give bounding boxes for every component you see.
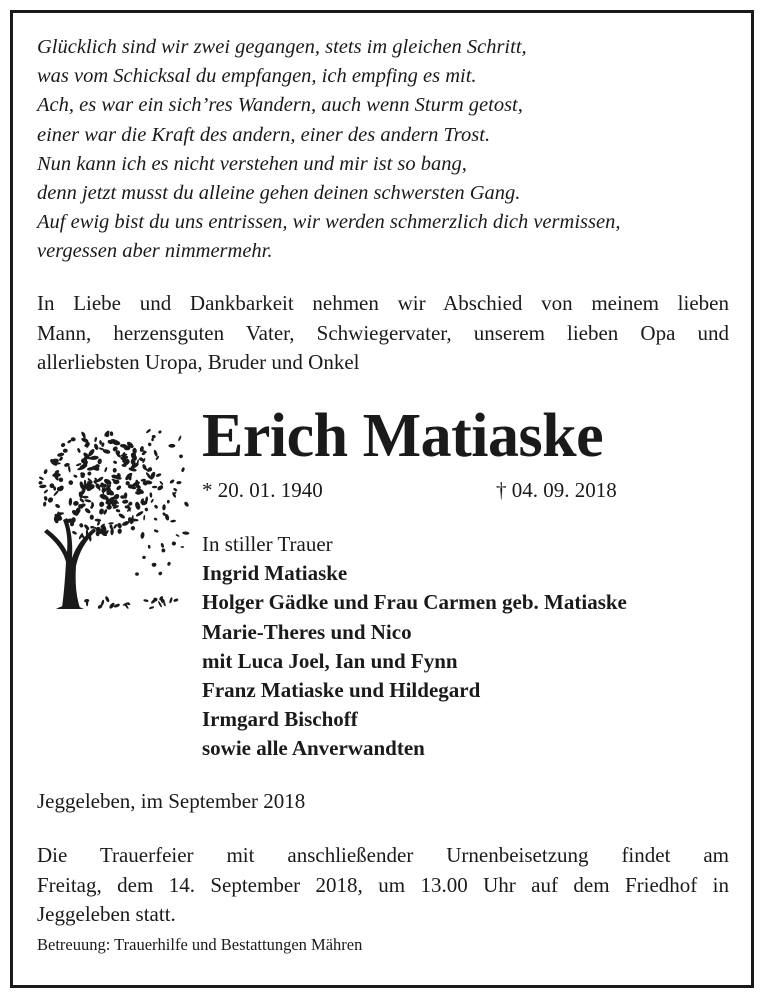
leaf [149, 492, 152, 497]
funeral-line: Freitag, dem 14. September 2018, um 13.00 Uhr auf dem Friedhof in [37, 872, 729, 897]
leaf [68, 465, 71, 472]
leaf [142, 556, 146, 560]
mourning-heading: In stiller Trauer [202, 532, 333, 556]
leaf [110, 528, 114, 536]
leaf [148, 442, 152, 446]
leaf [167, 500, 170, 504]
leaf [118, 512, 126, 519]
leaf [156, 484, 164, 491]
leaf [162, 504, 166, 510]
farewell-text [37, 289, 729, 378]
leaf [145, 428, 151, 433]
mourner-name: Marie-Theres und Nico [202, 619, 412, 644]
leaf [117, 528, 122, 534]
leaf [84, 599, 90, 603]
poem-line: Nun kann ich es nicht verstehen und mir ist so bang, [37, 152, 467, 175]
leaf [113, 524, 118, 530]
leaf [73, 501, 79, 507]
leaf [106, 504, 112, 510]
poem-line: Ach, es war ein sich’res Wandern, auch wenn Sturm getost, [37, 94, 523, 117]
mourner-name: Franz Matiaske und Hildegard [202, 678, 481, 703]
leaf [168, 444, 175, 448]
leaf [72, 530, 78, 535]
leaf [167, 561, 172, 566]
leaf [108, 522, 114, 525]
leaf [104, 432, 110, 438]
tree-with-falling-leaves-icon [18, 412, 194, 612]
leaf [43, 496, 47, 501]
leaf [116, 485, 123, 491]
leaf [130, 526, 135, 531]
leaf [169, 479, 175, 485]
leaf [38, 476, 44, 481]
leaf [71, 437, 76, 442]
mourner-name: sowie alle Anverwandten [202, 736, 425, 761]
leaf [94, 518, 101, 522]
farewell-line: In Liebe und Dankbarkeit nehmen wir Abschied von meinem lieben [37, 291, 729, 315]
leaf [140, 532, 145, 539]
leaf [161, 548, 165, 552]
leaf [39, 484, 47, 488]
poem-line: Auf ewig bist du uns entrissen, wir werden schmerzlich dich vermissen, [37, 211, 621, 234]
farewell-line: Mann, herzensguten Vater, Schwiegervater, unserem lieben Opa und [37, 320, 729, 345]
leaf [144, 507, 149, 512]
leaf [179, 454, 183, 458]
mourner-name: Irmgard Bischoff [202, 707, 358, 732]
leaf [60, 442, 66, 447]
funeral-line: Die Trauerfeier mit anschließender Urnenbeisetzung findet am [37, 843, 729, 867]
poem-line: Glücklich sind wir zwei gegangen, stets im gleichen Schritt, [37, 36, 527, 58]
birth-date: * 20. 01. 1940 [202, 478, 323, 502]
poem-line: was vom Schicksal du empfangen, ich empfing es mit. [37, 65, 477, 88]
leaf [171, 541, 177, 546]
mourners-block [202, 530, 732, 764]
leaf [68, 498, 72, 506]
leaf [134, 501, 141, 510]
leaf [153, 517, 157, 521]
leaf [152, 486, 157, 489]
leaf [115, 509, 120, 513]
leaf [150, 498, 154, 503]
leaf [79, 523, 84, 529]
poem-line: vergessen aber nimmermehr. [37, 240, 273, 263]
funeral-service-credit: Betreuung: Trauerhilfe und Bestattungen Mähren [37, 935, 363, 954]
death-date: † 04. 09. 2018 [496, 478, 617, 502]
leaf [155, 473, 162, 478]
leaf [53, 490, 60, 497]
leaf [170, 519, 176, 522]
leaf [175, 534, 180, 538]
leaf [90, 515, 94, 520]
leaf [68, 479, 74, 485]
leaf [93, 443, 99, 451]
leaf [54, 503, 60, 509]
leaf [87, 471, 93, 476]
leaf [43, 501, 47, 506]
leaf [181, 467, 185, 472]
leaf [84, 507, 92, 514]
leaf [143, 515, 145, 521]
leaf [143, 599, 149, 603]
mourner-name: Holger Gädke und Frau Carmen geb. Matiaske [202, 590, 627, 615]
leaf [182, 531, 189, 535]
leaf [153, 529, 158, 533]
leaf [84, 499, 92, 503]
leaf [160, 543, 164, 548]
leaf [104, 596, 110, 603]
leaf [82, 496, 89, 499]
leaf [158, 430, 162, 434]
funeral-line: Jeggeleben statt. [37, 902, 176, 926]
leaf [109, 431, 113, 436]
mourner-name: mit Luca Joel, Ian und Fynn [202, 648, 458, 673]
leaf [116, 477, 121, 480]
leaf [148, 545, 151, 549]
leaf [43, 489, 48, 494]
mourner-name: Ingrid Matiaske [202, 561, 348, 586]
poem-line: einer war die Kraft des andern, einer des andern Trost. [37, 123, 491, 146]
leaf [52, 473, 61, 478]
leaf [116, 522, 122, 529]
leaf [73, 474, 78, 478]
leaf [149, 606, 155, 610]
leaf [169, 597, 173, 604]
poem [37, 33, 737, 267]
leaf [122, 499, 129, 504]
deceased-name: Erich Matiaske [202, 402, 604, 470]
leaf [43, 469, 48, 475]
leaf [173, 487, 178, 492]
leaf [135, 510, 144, 517]
leaf [158, 571, 163, 576]
leaf [96, 521, 100, 526]
leaf [38, 481, 43, 485]
leaf [181, 546, 185, 548]
leaf [113, 460, 118, 464]
leaf [94, 437, 98, 442]
place-and-date: Jeggeleben, im September 2018 [37, 789, 306, 813]
leaf [98, 501, 105, 508]
leaf [63, 448, 68, 452]
leaf [58, 456, 63, 461]
leaf [136, 459, 139, 466]
farewell-line: allerliebsten Uropa, Bruder und Onkel [37, 350, 360, 374]
leaf [135, 572, 139, 576]
leaf [154, 504, 159, 509]
leaf [104, 467, 108, 473]
leaf [176, 481, 182, 485]
leaf [113, 468, 117, 473]
leaf [159, 481, 164, 486]
leaf [153, 449, 158, 457]
leaf [97, 458, 102, 464]
poem-line: denn jetzt musst du alleine gehen deinen schwersten Gang. [37, 182, 521, 205]
funeral-notice [37, 841, 729, 930]
leaf [57, 452, 65, 457]
leaf [178, 435, 182, 441]
leaf [77, 447, 82, 453]
leaf [173, 598, 179, 602]
leaf [47, 496, 54, 503]
leaf [183, 501, 189, 508]
leaf [58, 477, 64, 483]
